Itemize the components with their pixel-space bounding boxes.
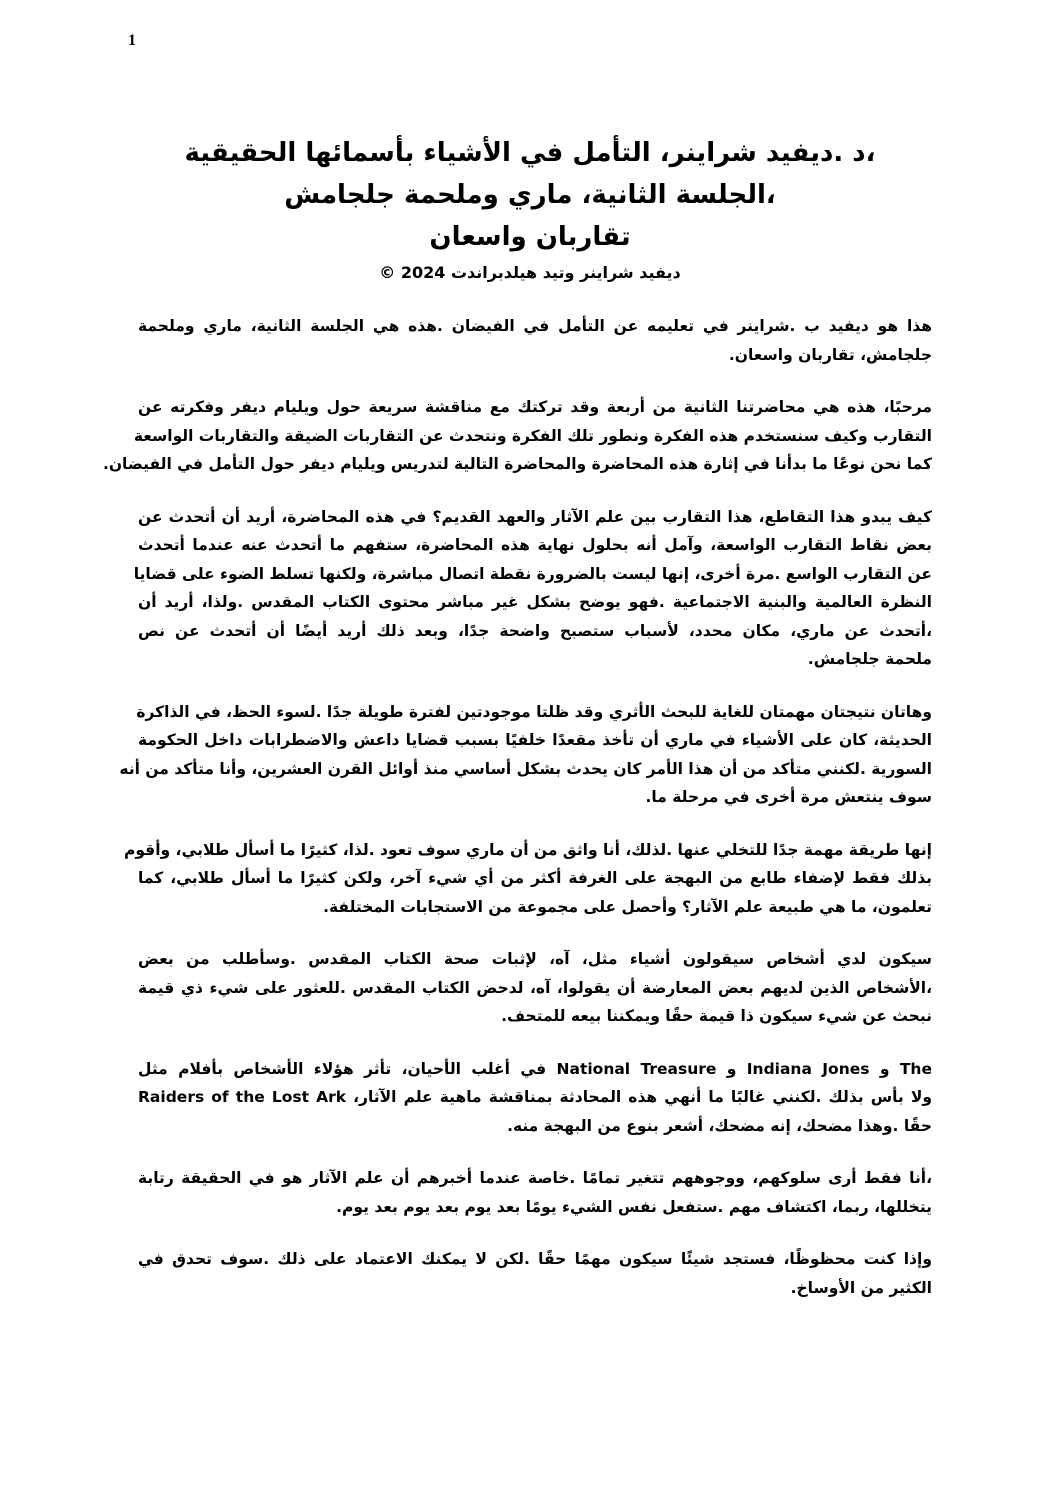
text-line: إنها طريقة مهمة جدًا للتخلي عنها .لذلك، أنا واثق من أن ماري سوف تعود .لذا، كثيرًا ما أسأل طلابي، وأقوم [123, 840, 932, 859]
text-line: سوف ينتعش مرة أخرى في مرحلة ما. [645, 788, 932, 806]
text-line: هذا هو ديفيد ب .شراينر في تعليمه عن التأمل في الفيضان .هذه هي الجلسة الثانية، ماري وملحمة [138, 317, 932, 335]
paragraph [133, 503, 932, 674]
text-line: سيكون لدي أشخاص سيقولون أشياء مثل، آه، لإثبات صحة الكتاب المقدس .وسأطلب من بعض [138, 950, 932, 968]
text-line: ملحمة جلجامش. [807, 650, 932, 668]
title-line: تقاربان واسعان [429, 222, 631, 252]
text-line: الكثير من الأوساخ. [790, 1278, 932, 1297]
page-number: 1 [128, 32, 136, 49]
text-line: الحديثة، كان على الأشياء في ماري أن تأخذ مقعدًا خلفيًا بسبب قضايا داعش والاضطرابات داخل الحكومة [138, 731, 932, 749]
text-line: مرحبًا، هذه هي محاضرتنا الثانية من أربعة وقد تركتك مع مناقشة سريعة حول ويليام ديفر وفكرته عن [138, 398, 932, 416]
text-line: التقارب وكيف سنستخدم هذه الفكرة ونطور تلك الفكرة ونتحدث عن التقاربات الضيقة والتقاربات الواسعة [133, 426, 932, 445]
text-line: تعلمون، ما هي طبيعة علم الآثار؟ وأحصل على مجموعة من الاستجابات المختلفة. [323, 897, 932, 916]
paragraph [119, 698, 932, 812]
text-line: عن التقارب الواسع .مرة أخرى، إنها ليست بالضرورة نقطة اتصال مباشرة، ولكنها تسلط الضوء على قضايا [133, 564, 932, 583]
copyright-line: ديفيد شراينر وتيد هيلدبراندت 2024 © [379, 263, 681, 282]
text-line: The و Indiana Jones و National Treasure في أغلب الأحيان، تأثر هؤلاء الأشخاص بأفلام مثل [138, 1059, 932, 1078]
text-line: وهاتان نتيجتان مهمتان للغاية للبحث الأثري وقد ظلتا موجودتين لفترة طويلة جدًا .لسوء الحظ، في الذاكرة [136, 702, 932, 721]
text-line: جلجامش، تقاربان واسعان. [728, 345, 932, 364]
text-line: بذلك فقط لإضفاء طابع من البهجة على الغرفة أكثر من أي شيء آخر، ولكن كثيرًا ما أسأل طلابي، كما [138, 869, 932, 887]
text-line: السورية .لكنني متأكد من أن هذا الأمر كان يحدث بشكل أساسي منذ أوائل القرن العشرين، وأنا متأكد من أنه [119, 759, 932, 778]
document-body [102, 312, 932, 1326]
text-line: ،أنا فقط أرى سلوكهم، ووجوههم تتغير تمامًا .خاصة عندما أخبرهم أن علم الآثار هو في الحقيقة رتابة [138, 1169, 932, 1187]
paragraph [138, 1245, 932, 1302]
text-line: ولا بأس بذلك .لكنني غالبًا ما أنهي هذه المحادثة بمناقشة ماهية علم الآثار، Raiders of the Lost Ark [138, 1088, 932, 1106]
document-header [100, 132, 960, 288]
text-line: كيف يبدو هذا التقاطع، هذا التقارب بين علم الآثار والعهد القديم؟ في هذه المحاضرة، أريد أن أتحدث عن [138, 507, 932, 526]
text-line: النظرة العالمية والبنية الاجتماعية .فهو يوضح بشكل غير مباشر محتوى الكتاب المقدس .ولذا، أريد أن [138, 593, 932, 611]
paragraph [138, 945, 932, 1031]
text-line: بعض نقاط التقارب الواسعة، وآمل أنه بحلول نهاية هذه المحاضرة، ستفهم ما أتحدث عنه عندما أتحدث [138, 536, 932, 554]
text-line: كما نحن نوعًا ما بدأنا في إثارة هذه المحاضرة والمحاضرة التالية لتدريس ويليام ديفر حول التأمل في الفيضان. [102, 455, 932, 473]
text-line: ،الأشخاص الذين لديهم بعض المعارضة أن يقولوا، آه، لدحض الكتاب المقدس .للعثور على شيء ذي قيمة [138, 978, 932, 997]
title-line: ،د .ديفيد شراينر، التأمل في الأشياء بأسمائها الحقيقية [184, 138, 876, 168]
text-line: وإذا كنت محظوظًا، فستجد شيئًا سيكون مهمًا حقًا .لكن لا يمكنك الاعتماد على ذلك .سوف تحدق في [138, 1250, 932, 1268]
text-line: ،أتحدث عن ماري، مكان محدد، لأسباب ستصبح واضحة جدًا، وبعد ذلك أريد أيضًا أن أتحدث عن نص [138, 621, 932, 640]
paragraph [138, 1164, 932, 1221]
title-line: ،الجلسة الثانية، ماري وملحمة جلجامش [284, 180, 776, 210]
paragraph [123, 836, 932, 922]
text-line: يتخللها، ربما، اكتشاف مهم .ستفعل نفس الشيء يومًا بعد يوم بعد يوم بعد يوم. [336, 1197, 932, 1216]
paragraph [138, 312, 932, 369]
paragraph [138, 1055, 932, 1141]
paragraph [102, 393, 932, 479]
text-line: حقًا .وهذا مضحك، إنه مضحك، أشعر بنوع من البهجة منه. [507, 1116, 932, 1135]
text-line: نبحث عن شيء سيكون ذا قيمة حقًا ويمكننا بيعه للمتحف. [501, 1007, 932, 1025]
